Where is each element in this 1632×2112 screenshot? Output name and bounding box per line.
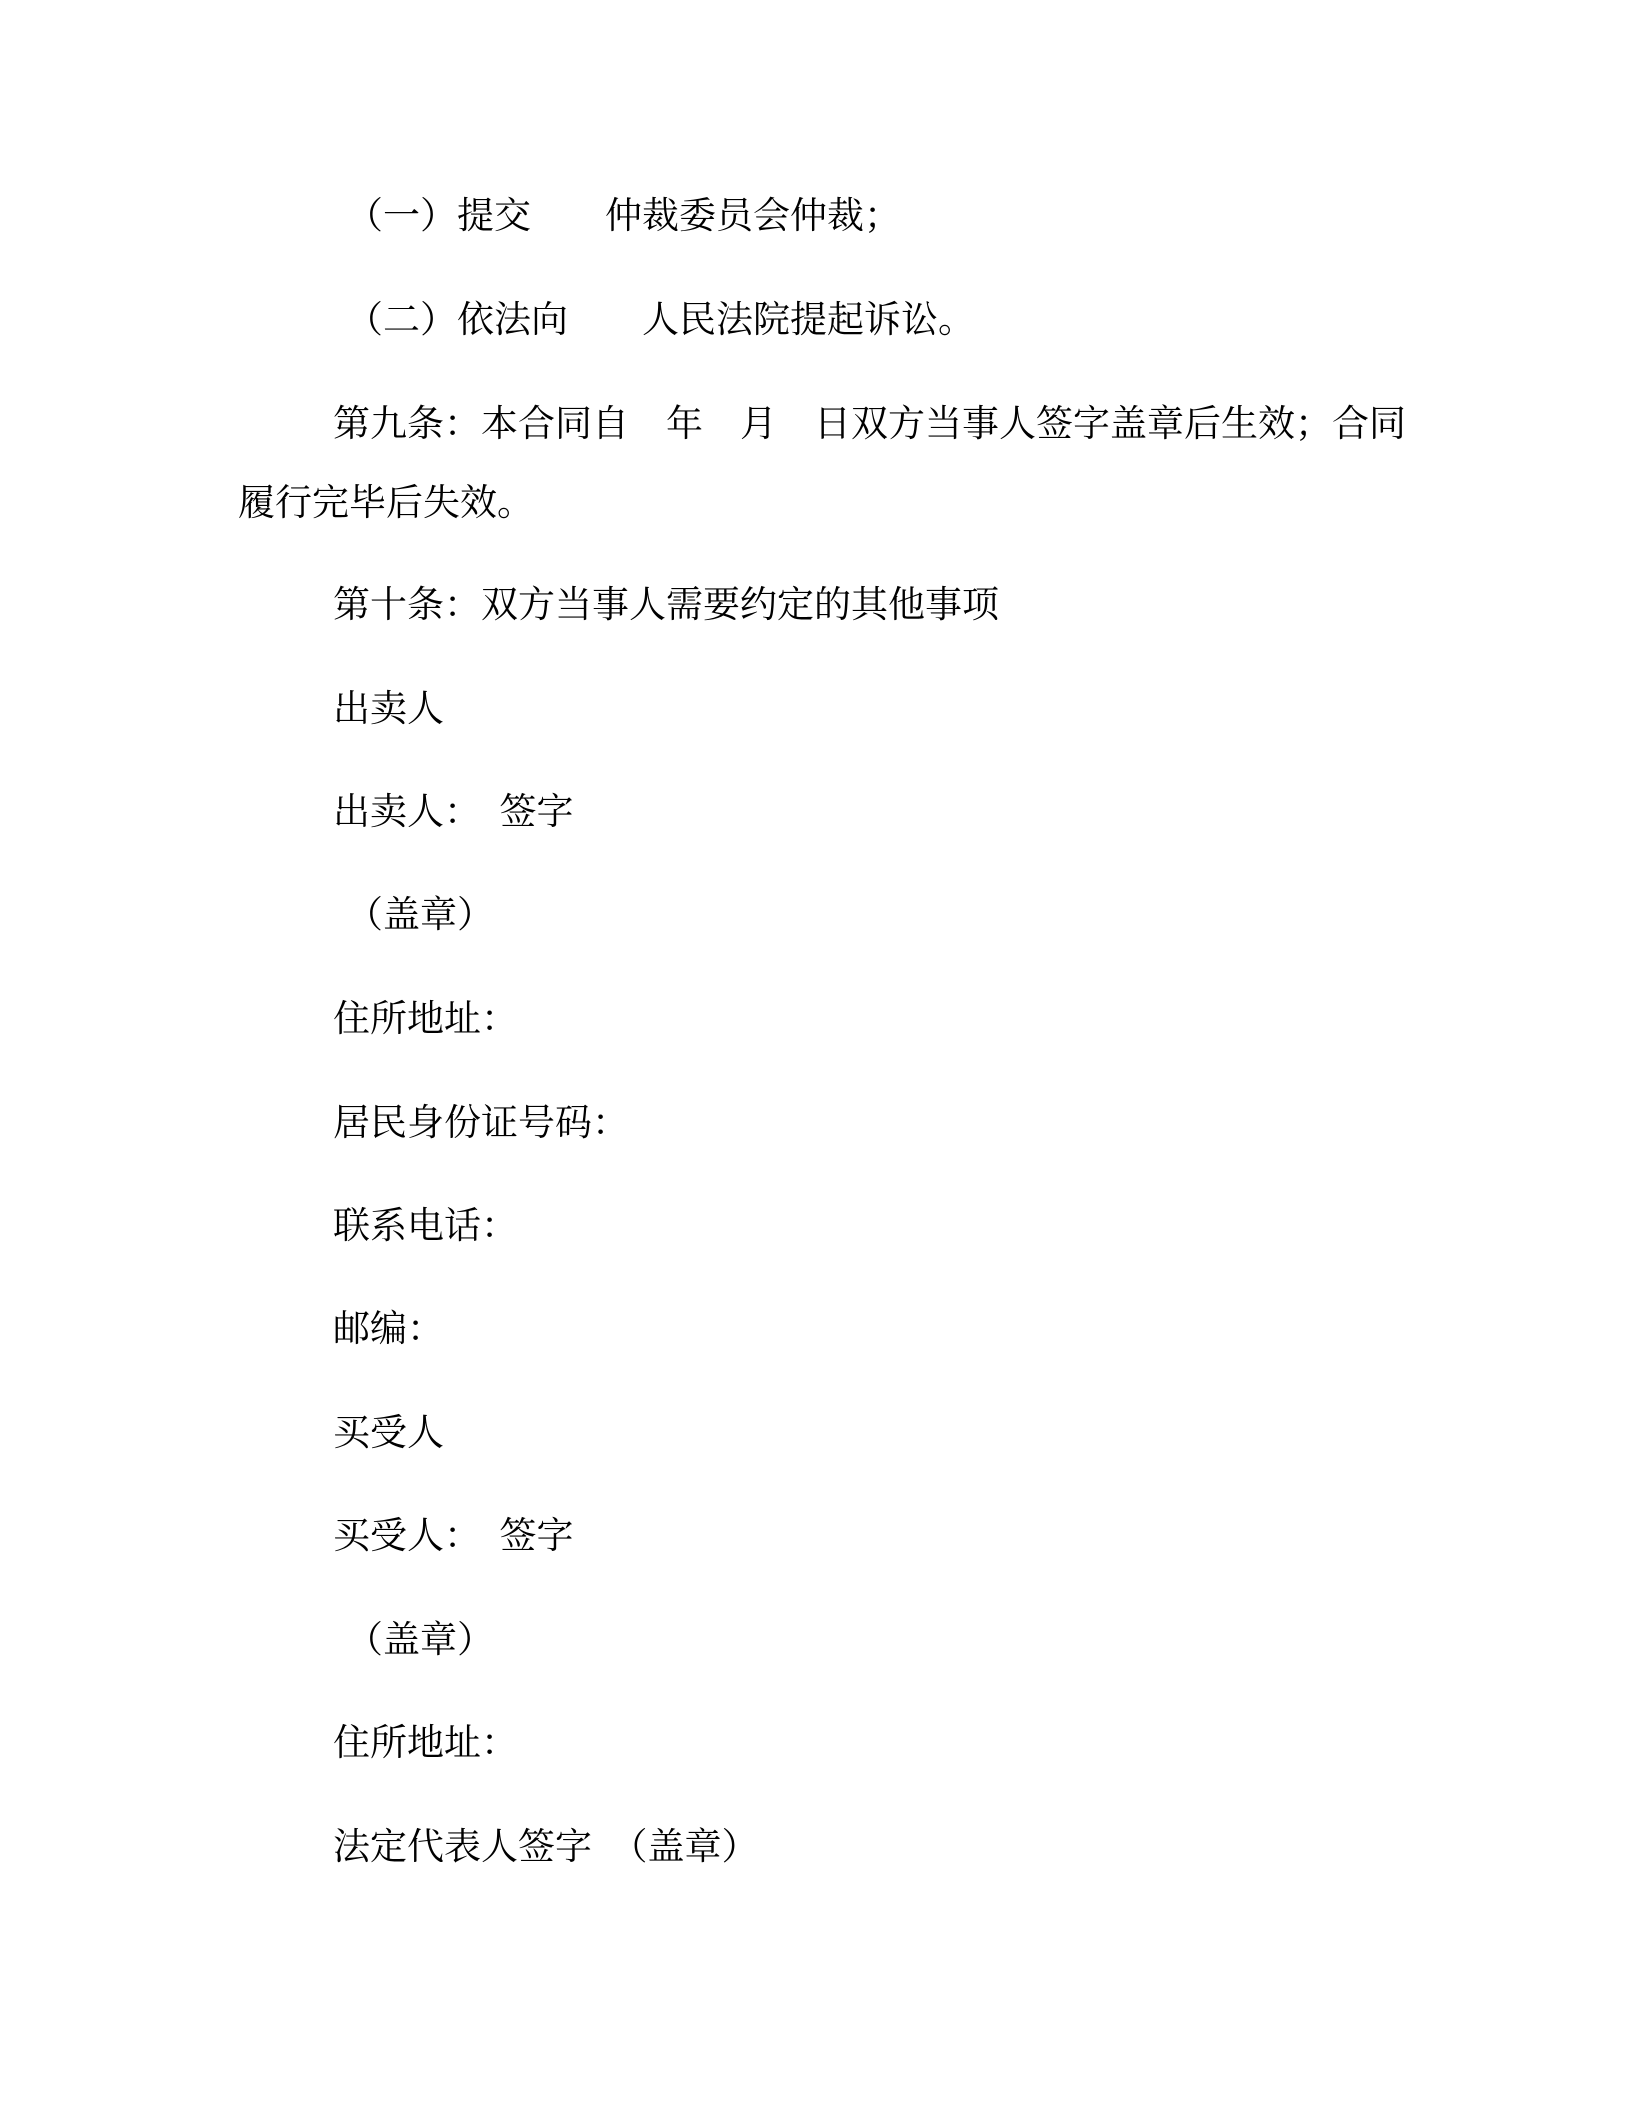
seller-signature-label: 出卖人： 签字 bbox=[333, 790, 574, 833]
article-ten: 第十条：双方当事人需要约定的其他事项 bbox=[333, 583, 999, 626]
seller-seal-label: （盖章） bbox=[346, 893, 494, 936]
buyer-heading: 买受人 bbox=[333, 1411, 444, 1454]
clause-arbitration-option: （一）提交 仲裁委员会仲裁； bbox=[346, 194, 901, 237]
seller-address-label: 住所地址： bbox=[333, 997, 518, 1040]
seller-id-number-label: 居民身份证号码： bbox=[333, 1101, 629, 1144]
buyer-seal-label: （盖章） bbox=[346, 1618, 494, 1661]
buyer-signature-label: 买受人： 签字 bbox=[333, 1514, 574, 1557]
article-nine-line-2: 履行完毕后失效。 bbox=[238, 481, 534, 524]
seller-postcode-label: 邮编： bbox=[333, 1307, 444, 1350]
seller-phone-label: 联系电话： bbox=[333, 1204, 518, 1247]
buyer-address-label: 住所地址： bbox=[333, 1721, 518, 1764]
seller-heading: 出卖人 bbox=[333, 687, 444, 730]
article-nine-line-1: 第九条：本合同自 年 月 日双方当事人签字盖章后生效；合同 bbox=[333, 402, 1406, 445]
legal-representative-signature-label: 法定代表人签字 （盖章） bbox=[333, 1825, 759, 1868]
clause-litigation-option: （二）依法向 人民法院提起诉讼。 bbox=[346, 298, 975, 341]
